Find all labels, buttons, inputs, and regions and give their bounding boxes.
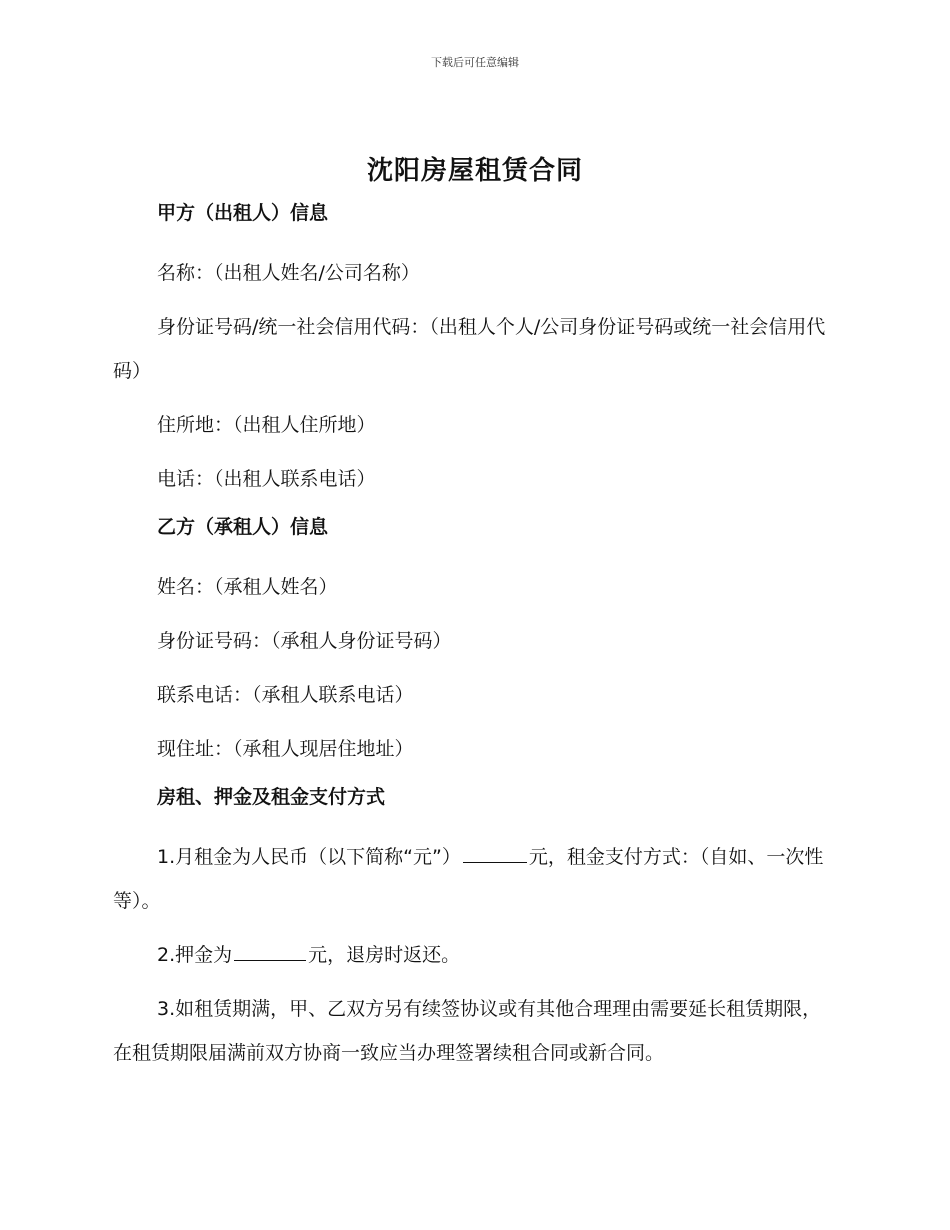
party-a-id: 身份证号码/统一社会信用代码：（出租人个人/公司身份证号码或统一社会信用代码） [113, 316, 826, 382]
party-a-phone: 电话：（出租人联系电话） [157, 468, 376, 490]
party-b-id: 身份证号码：（承租人身份证号码） [157, 630, 452, 652]
rent-item-2 [113, 933, 828, 977]
rent-item-1-text-after: 元，租金支付方式：（自如、一次性等）。 [113, 846, 824, 912]
rent-item-1-text-before: 1.月租金为人民币（以下简称“元”） [157, 846, 461, 868]
deposit-amount-blank[interactable] [234, 938, 306, 961]
rent-item-2-text-before: 2.押金为 [157, 944, 233, 966]
document-title: 沈阳房屋租赁合同 [366, 156, 583, 186]
rent-heading: 房租、押金及租金支付方式 [157, 786, 386, 808]
rent-item-1 [113, 835, 828, 923]
document-body [113, 197, 828, 1085]
party-a-address: 住所地：（出租人住所地） [157, 414, 376, 436]
party-b-phone: 联系电话：（承租人联系电话） [157, 684, 414, 706]
header-note: 下载后可任意编辑 [431, 56, 519, 69]
rent-item-3: 3.如租赁期满，甲、乙双方另有续签协议或有其他合理理由需要延长租赁期限，在租赁期限届满前双方协商一致应当办理签署续租合同或新合同。 [113, 998, 822, 1064]
party-a-heading: 甲方（出租人）信息 [157, 202, 329, 224]
rent-amount-blank[interactable] [463, 840, 527, 863]
rent-item-2-text-after: 元，退房时返还。 [308, 944, 461, 966]
party-b-name: 姓名：（承租人姓名） [157, 576, 338, 598]
party-b-address: 现住址：（承租人现居住地址） [157, 738, 414, 760]
party-b-heading: 乙方（承租人）信息 [157, 516, 329, 538]
party-a-name: 名称：（出租人姓名/公司名称） [157, 262, 420, 284]
